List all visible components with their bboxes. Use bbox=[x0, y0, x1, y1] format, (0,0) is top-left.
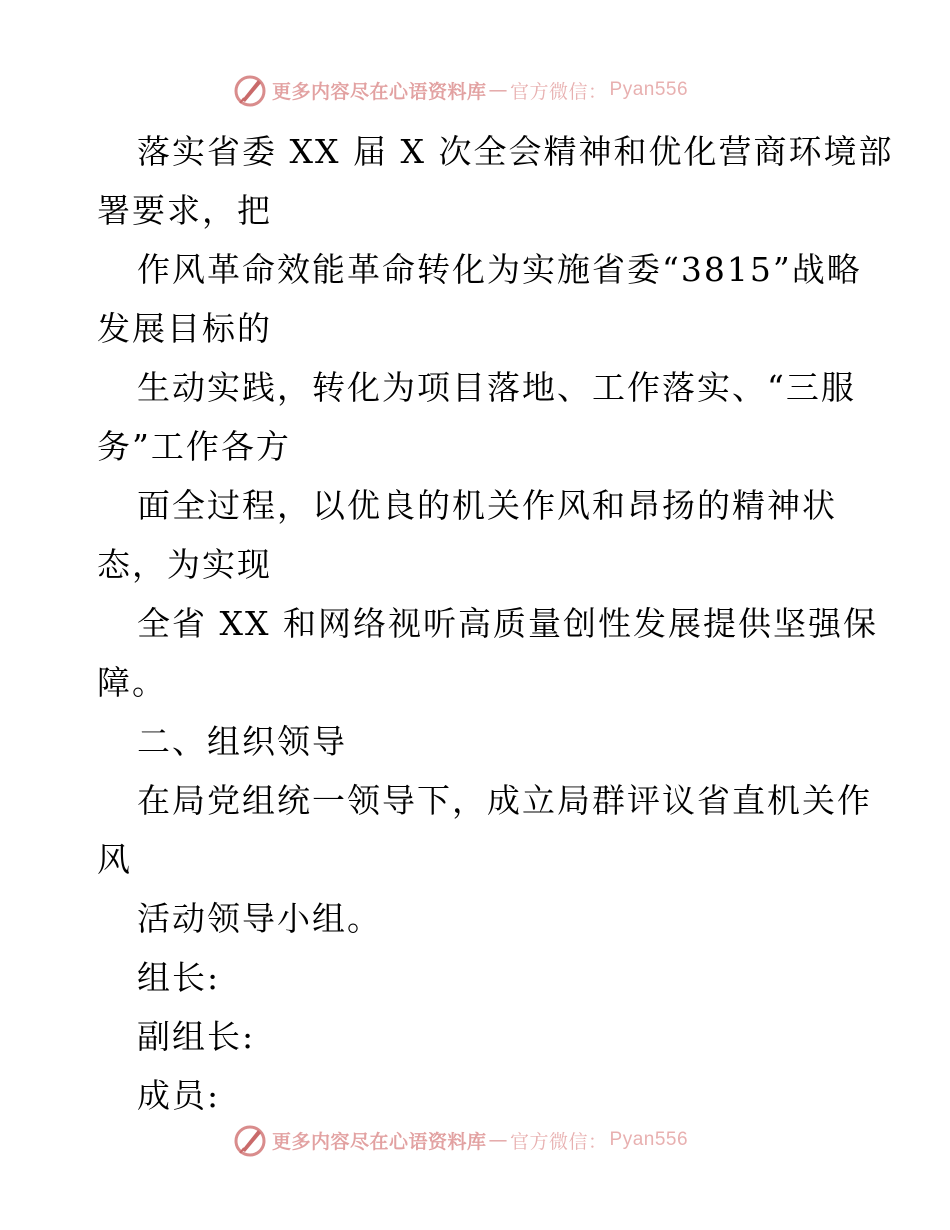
text-line: 落实省委 XX 届 X 次全会精神和优化营商环境部 bbox=[137, 132, 894, 171]
text-line: 活动领导小组。 bbox=[137, 899, 382, 938]
text-line: 发展目标的 bbox=[97, 309, 272, 348]
header-watermark bbox=[232, 70, 688, 110]
text-line: 二、组织领导 bbox=[137, 722, 347, 761]
document-body bbox=[97, 122, 894, 1125]
text-line: 副组长: bbox=[137, 1017, 256, 1056]
quill-logo-icon bbox=[232, 72, 268, 108]
text-line: 生动实践，转化为项目落地、工作落实、“三服 bbox=[137, 368, 856, 407]
text-line: 在局党组统一领导下，成立局群评议省直机关作 bbox=[137, 781, 872, 820]
watermark-dash: — bbox=[488, 1129, 509, 1151]
text-line: 组长: bbox=[137, 958, 221, 997]
text-line: 面全过程，以优良的机关作风和昂扬的精神状 bbox=[137, 486, 837, 525]
text-line: 务”工作各方 bbox=[97, 427, 291, 466]
watermark-wechat-id: Pyan556 bbox=[609, 1129, 689, 1150]
watermark-dash: — bbox=[488, 79, 509, 101]
watermark-main-text: 更多内容尽在心语资料库 bbox=[272, 1130, 487, 1153]
watermark-wechat-label: 官方微信： bbox=[510, 80, 608, 103]
footer-watermark bbox=[232, 1120, 688, 1160]
text-line: 作风革命效能革命转化为实施省委“3815”战略 bbox=[137, 250, 862, 289]
text-line: 态，为实现 bbox=[97, 545, 272, 584]
text-line: 障。 bbox=[97, 663, 167, 702]
text-line: 署要求，把 bbox=[97, 191, 272, 230]
watermark-wechat-label: 官方微信： bbox=[510, 1130, 608, 1153]
watermark-main-text: 更多内容尽在心语资料库 bbox=[272, 80, 487, 103]
quill-logo-icon bbox=[232, 1122, 268, 1158]
text-line: 风 bbox=[97, 840, 132, 879]
text-line: 成员: bbox=[137, 1076, 221, 1115]
watermark-wechat-id: Pyan556 bbox=[609, 79, 689, 100]
text-line: 全省 XX 和网络视听高质量创性发展提供坚强保 bbox=[137, 604, 878, 643]
